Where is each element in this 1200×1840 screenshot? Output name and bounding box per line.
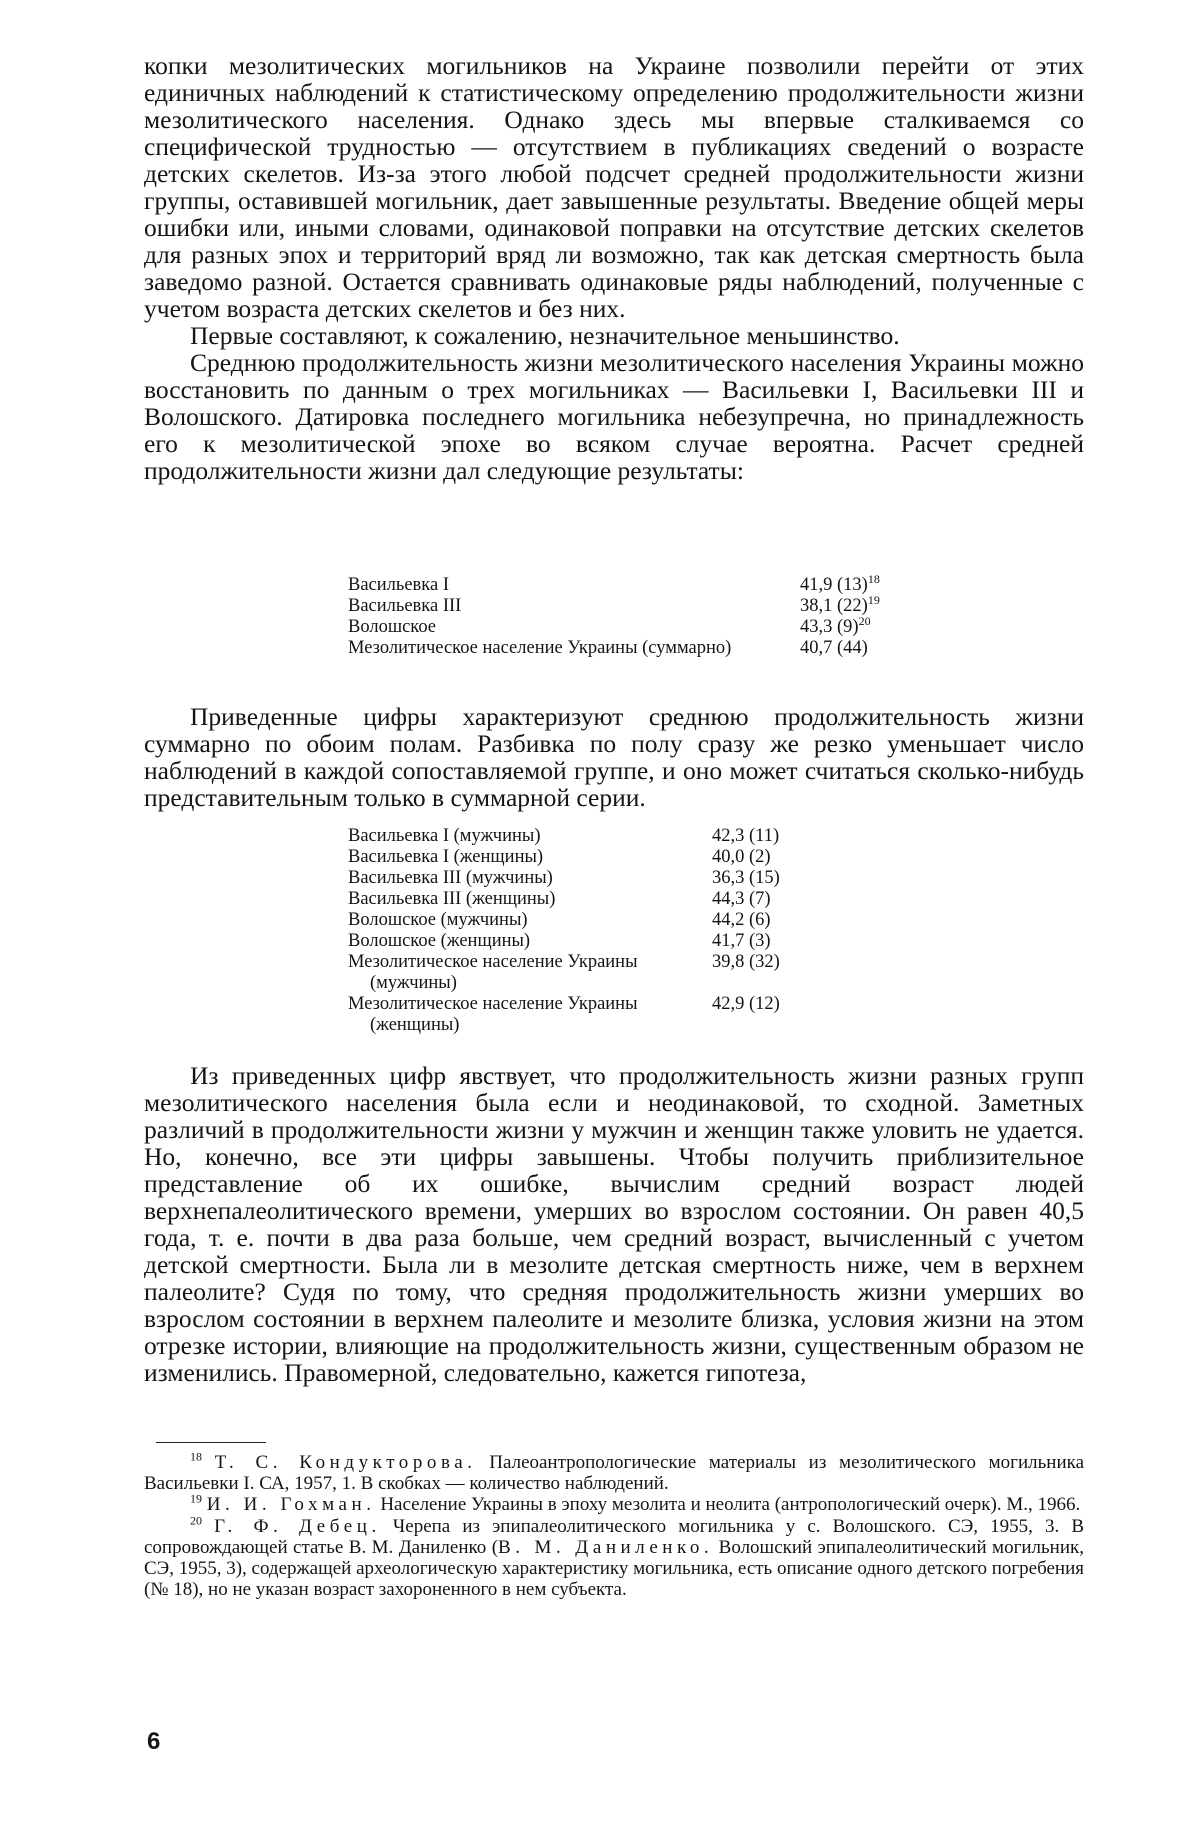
footnote-text: Население Украины в эпоху мезолита и неолита (антропологический очерк). М., 1966. (375, 1494, 1081, 1516)
table-cell-value: 44,2 (6) (712, 910, 771, 930)
table-cell-label: Васильевка III (женщины) (348, 889, 556, 909)
footnote-text: Черепа из эпипалеолитического могильника у с. Волошского. СЭ, 1955, 3. В сопровождающей статье В. М. Даниленко ( (144, 1515, 1085, 1558)
text-block-bottom (144, 1062, 1084, 1386)
table-row (348, 826, 848, 847)
table-cell-label: Мезолитическое население Украины (мужчины) (348, 952, 638, 993)
page-number: 6 (147, 1728, 161, 1755)
table-row (348, 994, 848, 1036)
footnote-ref: 18 (867, 571, 880, 586)
footnote-author: Т. С. Кондукторова. (214, 1452, 477, 1473)
table-cell-label: Волошское (348, 617, 437, 637)
table-row (348, 952, 848, 994)
table-cell-value: 44,3 (7) (712, 889, 771, 909)
table-cell-label: Мезолитическое население Украины (суммарно) (348, 638, 732, 658)
table-row (348, 889, 848, 910)
table-cell-label: Васильевка I (мужчины) (348, 826, 541, 846)
table-cell-value: 43,3 $(9)^{20}$ (800, 613, 871, 637)
table-row (348, 613, 908, 638)
footnote-number: 20 (190, 1513, 202, 1528)
table-cell-label: Васильевка I (348, 575, 449, 595)
table-cell-value: 36,3 (15) (712, 868, 780, 888)
table-cell-value: 38,1 $(22)^{19}$ (800, 592, 880, 616)
footnote-number: 19 (190, 1492, 202, 1507)
table-row (348, 910, 848, 931)
table-cell-value: 41,7 (3) (712, 931, 771, 951)
table-cell-value: 40,0 (2) (712, 847, 771, 867)
footnote-author: И. И. Гохман. (206, 1494, 376, 1516)
footnote-author: В. М. Даниленко. (498, 1536, 714, 1558)
table-cell-label: Волошское (женщины) (348, 931, 531, 951)
table-row (348, 592, 908, 617)
table-cell-value: 40,7 (44) (800, 638, 868, 658)
table-cell-value: 42,9 (12) (712, 994, 780, 1014)
paragraph: Среднюю продолжительность жизни мезолитического населения Украины можно восстановить по данным о трех могильниках — Васильевки I, Васильевки III и Волошского. Датировка последнего могильника небезупречна, но принадлежность его к мезолитической эпохе во всяком случае вероятна. Расчет средней продолжительности жизни дал следующие результаты: (144, 348, 1084, 485)
table-cell-value: 42,3 (11) (712, 826, 780, 846)
life-expectancy-table-by-sex (348, 826, 848, 1036)
table-cell-value: 39,8 (32) (712, 952, 780, 972)
table-cell-value: 41,9 $(13)^{18}$ (800, 571, 880, 595)
paragraph: Из приведенных цифр явствует, что продолжительность жизни разных групп мезолитического населения была если и неодинаковой, то сходной. Заметных различий в продолжительности жизни у мужчин и женщин также уловить не удается. Но, конечно, все эти цифры завышены. Чтобы получить приблизительное представление об их ошибке, вычислим средний возраст людей верхнепалеолитического времени, умерших во взрослом состоянии. Он равен 40,5 года, т. е. почти в два раза больше, чем средний возраст, вычисленный с учетом детской смертности. Была ли в мезолите детская смертность ниже, чем в верхнем палеолите? Судя по тому, что средняя продолжительность жизни умерших во взрослом состоянии в верхнем палеолите и мезолите близка, условия жизни на этом отрезке истории, влияющие на продолжительность жизни, существенным образом не изменились. Правомерной, следовательно, кажется гипотеза, (144, 1061, 1084, 1387)
table-row (348, 638, 908, 680)
table-cell-label: Васильевка III (348, 596, 462, 616)
life-expectancy-table-total (348, 571, 908, 680)
table-row (348, 847, 848, 868)
footnote-text: Волошский эпипалеолитический могильник, СЭ, 1955, 3), содержащей археологическую характеристику могильника, есть описание одного детского погребения (№ 18), но не указан возраст захороненного в нем субъекта. (144, 1536, 1085, 1601)
paragraph: копки мезолитических могильников на Украине позволили перейти от этих единичных наблюдений к статистическому определению продолжительности жизни мезолитического населения. Однако здесь мы впервые сталкиваемся со специфической трудностью — отсутствием в публикациях сведений о возрасте детских скелетов. Из-за этого любой подсчет средней продолжительности жизни группы, оставившей могильник, дает завышенные результаты. Введение общей меры ошибки или, иными словами, одинаковой поправки на отсутствие детских скелетов для разных эпох и территорий вряд ли возможно, так как детская смертность была заведомо разной. Остается сравнивать одинаковые ряды наблюдений, полученные с учетом возраста детских скелетов и без них. (144, 51, 1084, 323)
text-block-middle (144, 703, 1084, 811)
table-row (348, 868, 848, 889)
table-row (348, 931, 848, 952)
table-row (348, 571, 908, 596)
paragraph: Приведенные цифры характеризуют среднюю продолжительность жизни суммарно по обоим полам. Разбивка по полу сразу же резко уменьшает число наблюдений в каждой сопоставляемой группе, и оно может считаться сколько-нибудь представительным только в суммарной серии. (144, 702, 1084, 812)
footnote-number: 18 (190, 1449, 202, 1464)
paragraph: Первые составляют, к сожалению, незначительное меньшинство. (190, 321, 900, 350)
footnote (144, 1494, 1084, 1515)
table-cell-label: Васильевка I (женщины) (348, 847, 544, 867)
table-cell-label: Волошское (мужчины) (348, 910, 528, 930)
footnote (144, 1513, 1085, 1601)
footnotes (144, 1449, 1085, 1601)
footnote-text: Палеоантропологические материалы из мезолитического могильника Васильевки I. СА, 1957, 1. В скобках — количество наблюдений. (144, 1452, 1085, 1495)
footnote-author: Г. Ф. Дебец. (214, 1515, 381, 1537)
footnote (144, 1449, 1085, 1495)
footnote-ref: 20 (858, 613, 871, 628)
footnote-ref: 19 (867, 592, 880, 607)
table-cell-label: Мезолитическое население Украины (женщины) (348, 994, 638, 1035)
footnote-divider (156, 1442, 266, 1443)
table-cell-label: Васильевка III (мужчины) (348, 868, 553, 888)
text-block-top (144, 52, 1084, 484)
